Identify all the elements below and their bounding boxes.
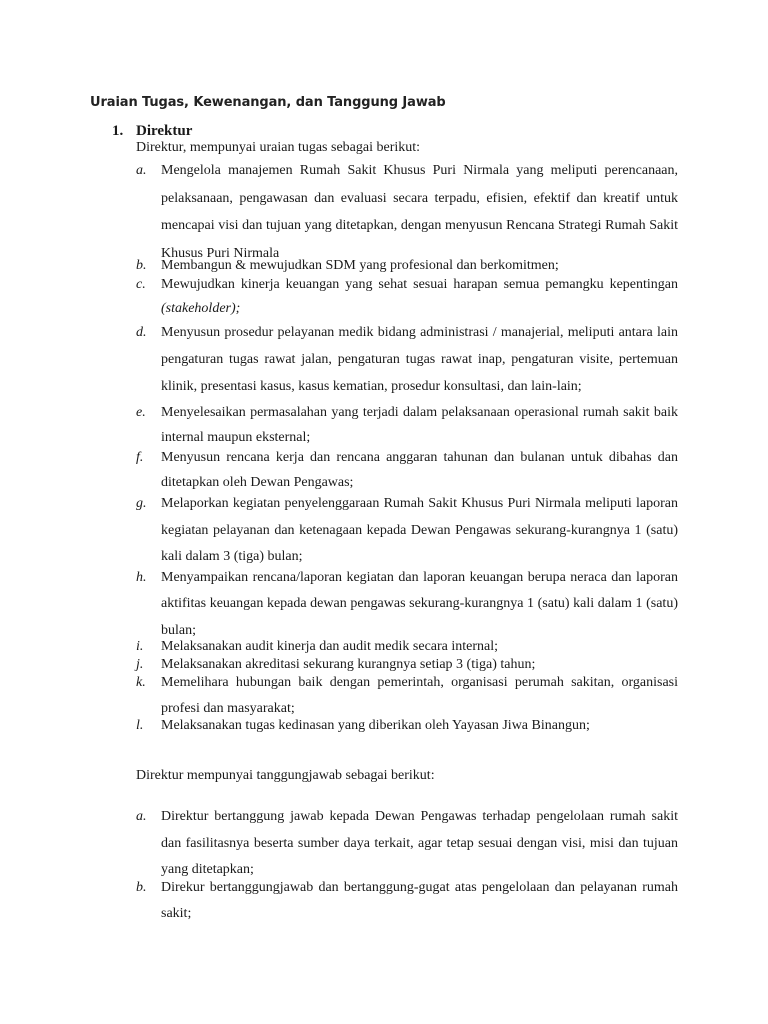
list-marker: b. [136, 879, 147, 895]
tasks-list [136, 157, 678, 735]
list-item [136, 875, 678, 928]
list-marker: g. [136, 496, 147, 511]
list-item [136, 804, 678, 884]
list-marker: e. [136, 405, 146, 420]
section-title: Direktur [136, 123, 193, 139]
list-item [136, 445, 678, 495]
list-item-text: Menyampaikan rencana/laporan kegiatan dan laporan keuangan berupa neraca dan laporan aktifitas keuangan kepada dewan pengawas sekurang-kurangnya 1 (satu) kali dalam 1 (satu) bulan; [161, 569, 678, 638]
list-item-text: Menyusun prosedur pelayanan medik bidang administrasi / manajerial, meliputi antara lain pengaturan tugas rawat jalan, pengaturan tugas rawat inap, pengaturan visite, pertemuan klinik, presentasi kasus, kasus kematian, prosedur konsultasi, dan lain-lain; [161, 325, 678, 394]
list-marker: a. [136, 809, 147, 824]
responsibilities-list [136, 804, 678, 928]
list-item-text [161, 273, 678, 321]
list-item-text: Melaksanakan tugas kedinasan yang diberikan oleh Yayasan Jiwa Binangun; [161, 718, 590, 733]
tasks-intro: Direktur, mempunyai uraian tugas sebagai berikut: [136, 140, 421, 155]
list-item-text-italic: (stakeholder); [161, 301, 241, 316]
list-marker: a. [136, 163, 147, 178]
list-item [136, 273, 678, 321]
document-title: Uraian Tugas, Kewenangan, dan Tanggung Jawab [90, 95, 446, 110]
list-item-text: Melaksanakan akreditasi sekurang kurangnya setiap 3 (tiga) tahun; [161, 657, 536, 672]
section-number: 1. [112, 123, 124, 139]
list-marker: b. [136, 258, 147, 273]
list-item-text: Melaksanakan audit kinerja dan audit medik secara internal; [161, 639, 499, 654]
list-item-text-main: Mewujudkan kinerja keuangan yang sehat sesuai harapan semua pemangku kepentingan [161, 277, 678, 292]
list-item-text: Membangun & mewujudkan SDM yang profesional dan berkomitmen; [161, 258, 559, 273]
list-marker: l. [136, 718, 144, 733]
list-item-text: Menyusun rencana kerja dan rencana anggaran tahunan dan bulanan untuk dibahas dan ditetapkan oleh Dewan Pengawas; [161, 450, 678, 490]
list-item [136, 565, 678, 645]
list-marker: f. [136, 450, 144, 465]
list-item-text: Direkur bertanggungjawab dan bertanggung-gugat atas pengelolaan dan pelayanan rumah sakit; [161, 879, 678, 921]
list-item [136, 157, 678, 267]
list-marker: h. [136, 569, 147, 585]
list-marker: i. [136, 639, 144, 654]
list-item [136, 670, 678, 722]
list-marker: c. [136, 277, 146, 292]
list-marker: j. [136, 657, 144, 672]
list-item [136, 491, 678, 571]
list-marker: k. [136, 675, 146, 690]
list-marker: d. [136, 325, 147, 340]
list-item [136, 638, 678, 656]
list-item [136, 717, 678, 735]
list-item-text: Melaporkan kegiatan penyelenggaraan Rumah Sakit Khusus Puri Nirmala meliputi laporan kegiatan pelayanan dan ketenagaan kepada Dewan Pengawas sekurang-kurangnya 1 (satu) kali dalam 3 (tiga) bulan; [161, 496, 678, 564]
list-item-text: Direktur bertanggung jawab kepada Dewan Pengawas terhadap pengelolaan rumah sakit dan fasilitasnya beserta sumber daya terkait, agar tetap sesuai dengan visi, misi dan tujuan yang ditetapkan; [161, 809, 678, 877]
list-item-text: Menyelesaikan permasalahan yang terjadi dalam pelaksanaan operasional rumah sakit baik internal maupun eksternal; [161, 405, 678, 445]
list-item-text: Mengelola manajemen Rumah Sakit Khusus Puri Nirmala yang meliputi perencanaan, pelaksanaan, pengawasan dan evaluasi secara terpadu, efisien, efektif dan kreatif untuk mencapai visi dan tujuan yang ditetapkan, dengan menyusun Rencana Strategi Rumah Sakit Khusus Puri Nirmala [161, 163, 678, 261]
responsibilities-intro: Direktur mempunyai tanggungjawab sebagai berikut: [136, 768, 435, 783]
list-item [136, 319, 678, 400]
list-item-text: Memelihara hubungan baik dengan pemerintah, organisasi perumah sakitan, organisasi profesi dan masyarakat; [161, 675, 678, 716]
list-item [136, 400, 678, 450]
section-heading [112, 123, 192, 140]
